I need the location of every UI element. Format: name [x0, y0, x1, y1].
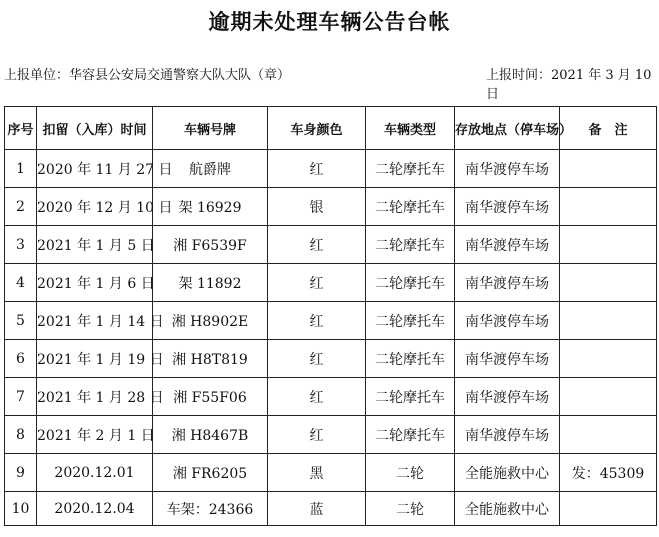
cell-vehicle-type: 二轮摩托车: [366, 264, 455, 302]
header-remarks: 备 注: [560, 107, 657, 150]
cell-index: 2: [5, 188, 37, 226]
cell-storage-location: 全能施救中心: [455, 454, 560, 492]
cell-impound-time: 2021 年 1 月 28 日: [37, 378, 153, 416]
cell-impound-time: 2020.12.01: [37, 454, 153, 492]
cell-vehicle-type: 二轮: [366, 492, 455, 526]
cell-vehicle-type: 二轮摩托车: [366, 226, 455, 264]
document-title: 逾期未处理车辆公告台帐: [208, 10, 451, 34]
cell-color: 红: [268, 264, 366, 302]
table-row: [5, 188, 657, 226]
cell-storage-location: 南华渡停车场: [455, 416, 560, 454]
cell-color: 红: [268, 150, 366, 188]
cell-color: 红: [268, 226, 366, 264]
cell-plate: 湘 F6539F: [153, 226, 268, 264]
header-plate: 车辆号牌: [153, 107, 268, 150]
table-row: [5, 416, 657, 454]
cell-vehicle-type: 二轮摩托车: [366, 150, 455, 188]
cell-index: 3: [5, 226, 37, 264]
cell-impound-time: 2021 年 1 月 19 日: [37, 340, 153, 378]
cell-remarks: [560, 226, 657, 264]
header-color: 车身颜色: [268, 107, 366, 150]
cell-color: 蓝: [268, 492, 366, 526]
cell-vehicle-type: 二轮摩托车: [366, 340, 455, 378]
cell-plate: 湘 F55F06: [153, 378, 268, 416]
table-row: [5, 492, 657, 526]
cell-index: 6: [5, 340, 37, 378]
table-row: [5, 378, 657, 416]
header-index: 序号: [5, 107, 37, 150]
cell-plate: 湘 H8467B: [153, 416, 268, 454]
cell-storage-location: 南华渡停车场: [455, 264, 560, 302]
cell-impound-time: 2021 年 1 月 14 日: [37, 302, 153, 340]
cell-vehicle-type: 二轮摩托车: [366, 378, 455, 416]
cell-index: 4: [5, 264, 37, 302]
cell-plate: 湘 H8T819: [153, 340, 268, 378]
cell-remarks: [560, 188, 657, 226]
cell-color: 红: [268, 378, 366, 416]
cell-remarks: [560, 378, 657, 416]
header-impound-time: 扣留（入库）时间: [37, 107, 153, 150]
table-row: [5, 302, 657, 340]
vehicle-ledger-table: [4, 106, 657, 526]
cell-remarks: [560, 264, 657, 302]
cell-storage-location: 全能施救中心: [455, 492, 560, 526]
table-row: [5, 264, 657, 302]
cell-plate: 湘 H8902E: [153, 302, 268, 340]
cell-impound-time: 2021 年 1 月 5 日: [37, 226, 153, 264]
cell-index: 9: [5, 454, 37, 492]
reporting-unit: 上报单位：华容县公安局交通警察大队大队（章）: [4, 68, 291, 83]
cell-plate: 车架：24366: [153, 492, 268, 526]
cell-storage-location: 南华渡停车场: [455, 226, 560, 264]
cell-vehicle-type: 二轮摩托车: [366, 188, 455, 226]
cell-storage-location: 南华渡停车场: [455, 340, 560, 378]
cell-plate: 湘 FR6205: [153, 454, 268, 492]
table-row: [5, 340, 657, 378]
cell-plate: 架 16929: [153, 188, 268, 226]
cell-remarks: [560, 340, 657, 378]
header-storage-location: 存放地点（停车场）: [455, 107, 560, 150]
cell-color: 银: [268, 188, 366, 226]
cell-index: 5: [5, 302, 37, 340]
cell-vehicle-type: 二轮摩托车: [366, 302, 455, 340]
cell-impound-time: 2020 年 11 月 27 日: [37, 150, 153, 188]
cell-remarks: [560, 302, 657, 340]
cell-color: 红: [268, 302, 366, 340]
cell-impound-time: 2021 年 2 月 1 日: [37, 416, 153, 454]
cell-index: 10: [5, 492, 37, 526]
table-row: [5, 150, 657, 188]
cell-impound-time: 2020.12.04: [37, 492, 153, 526]
cell-remarks: 发：45309: [560, 454, 657, 492]
cell-storage-location: 南华渡停车场: [455, 188, 560, 226]
cell-impound-time: 2020 年 12 月 10 日: [37, 188, 153, 226]
cell-index: 7: [5, 378, 37, 416]
cell-vehicle-type: 二轮: [366, 454, 455, 492]
cell-remarks: [560, 150, 657, 188]
cell-color: 红: [268, 340, 366, 378]
cell-color: 黑: [268, 454, 366, 492]
reporting-time: 上报时间：2021 年 3 月 10 日: [486, 68, 652, 102]
header-vehicle-type: 车辆类型: [366, 107, 455, 150]
cell-remarks: [560, 416, 657, 454]
cell-storage-location: 南华渡停车场: [455, 302, 560, 340]
cell-storage-location: 南华渡停车场: [455, 150, 560, 188]
table-row: [5, 454, 657, 492]
cell-color: 红: [268, 416, 366, 454]
cell-vehicle-type: 二轮摩托车: [366, 416, 455, 454]
cell-storage-location: 南华渡停车场: [455, 378, 560, 416]
cell-remarks: [560, 492, 657, 526]
cell-plate: 航爵牌: [153, 150, 268, 188]
cell-index: 1: [5, 150, 37, 188]
cell-impound-time: 2021 年 1 月 6 日: [37, 264, 153, 302]
table-row: [5, 226, 657, 264]
table-header-row: [5, 107, 657, 150]
cell-index: 8: [5, 416, 37, 454]
cell-plate: 架 11892: [153, 264, 268, 302]
